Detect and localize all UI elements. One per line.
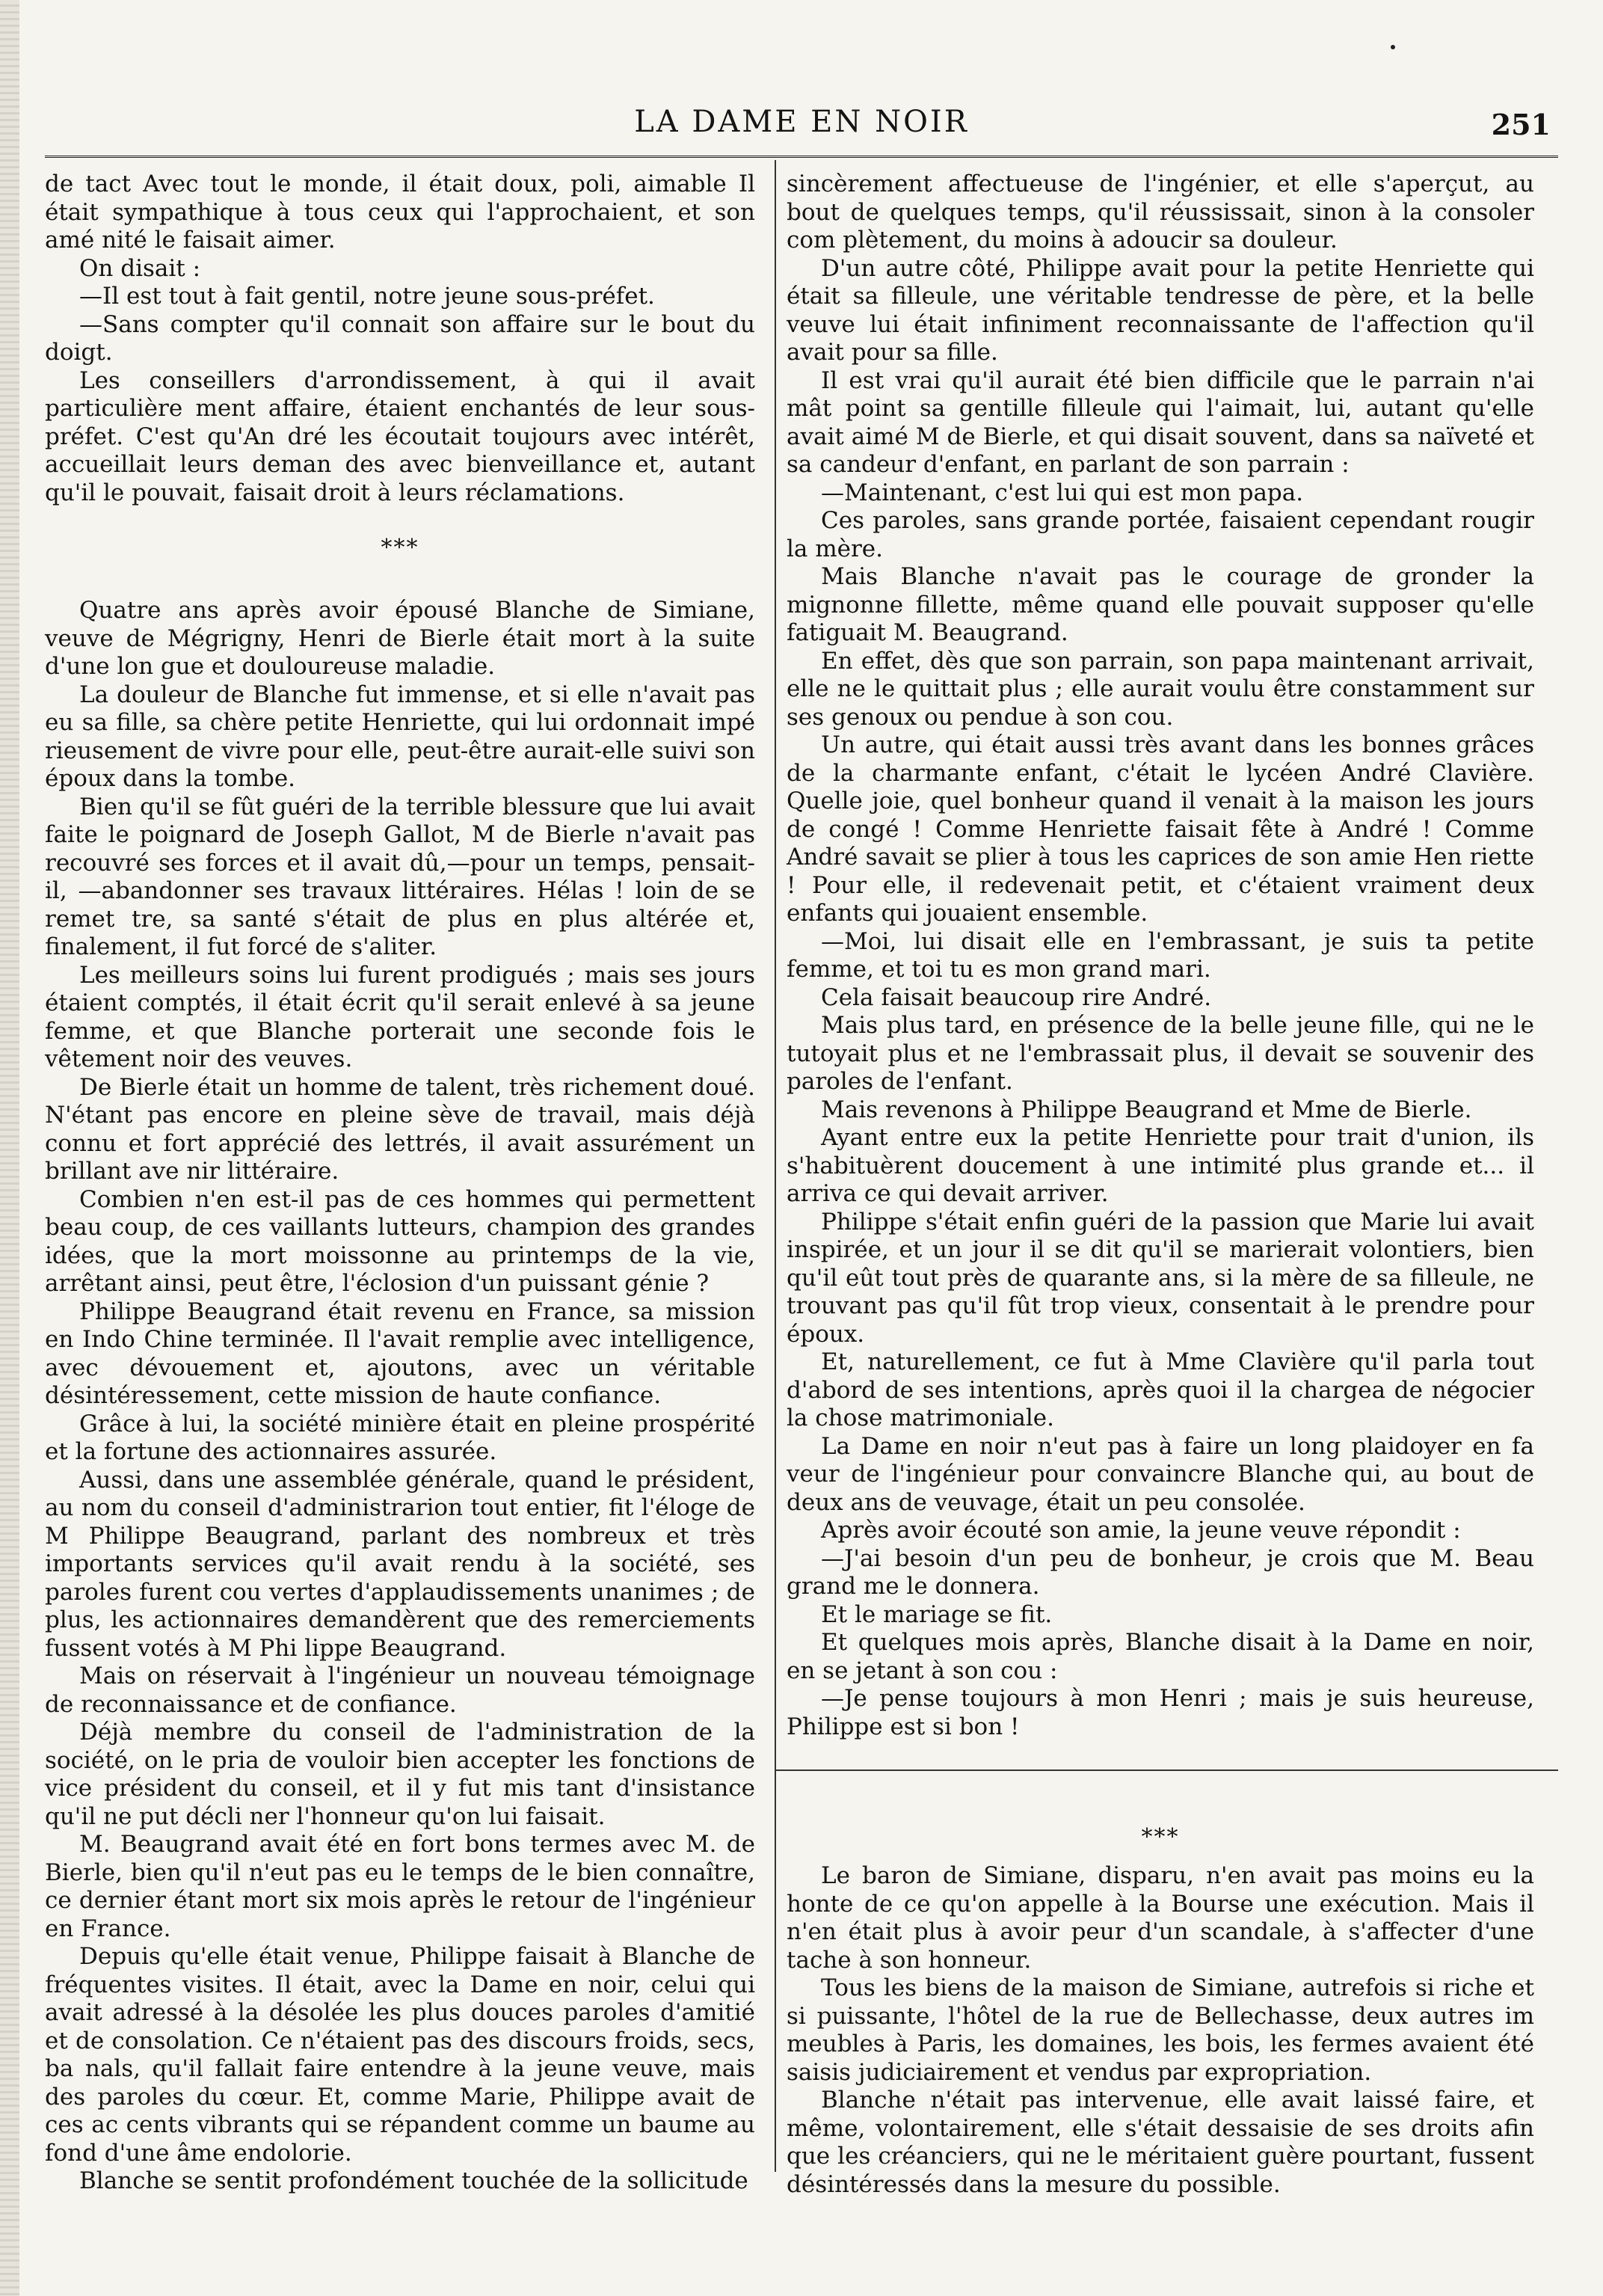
paragraph: Aussi, dans une assemblée générale, quand le président, au nom du conseil d'administrarion tout entier, fit l'éloge de M Philippe Beaugrand, parlant des nombreux et très importants services qu'il avait rendu à la société, ses paroles furent cou vertes d'applaudissements unanimes ; de plus, les actionnaires demandèrent que des remerciements fussent votés à M Phi lippe Beaugrand. (45, 1466, 755, 1662)
paragraph: Mais on réservait à l'ingénieur un nouveau témoignage de reconnaissance et de confiance. (45, 1663, 755, 1718)
paragraph: Combien n'en est-il pas de ces hommes qui permettent beau coup, de ces vaillants lutteurs, champion des grandes idées, que la mort moissonne au printemps de la vie, arrêtant ainsi, peut être, l'éclosion d'un puissant génie ? (45, 1185, 755, 1297)
paragraph: Mais revenons à Philippe Beaugrand et Mme de Bierle. (821, 1096, 1472, 1123)
paragraph: Depuis qu'elle était venue, Philippe faisait à Blanche de fréquentes visites. Il était, avec la Dame en noir, celui qui avait adressé à la désolée les plus douces paroles d'amitié et de consolation. Ce n'étaient pas des discours froids, secs, ba nals, qu'il fallait faire entendre à la jeune veuve, mais des paroles du cœur. Et, comme Marie, Philippe avait de ces ac cents vibrants qui se répandent comme un baume au fond d'une âme endolorie. (45, 1943, 755, 2167)
paragraph: Ces paroles, sans grande portée, faisaient cependant rougir la mère. (787, 507, 1534, 562)
running-title: LA DAME EN NOIR (634, 105, 969, 139)
ink-speck (1391, 45, 1395, 49)
paragraph: Les conseillers d'arrondissement, à qui il avait particulière ment affaire, étaient enchantés de leur sous-préfet. C'est qu'An dré les écoutait toujours avec intérêt, accueillait leurs deman des avec bienveillance et, autant qu'il le pouvait, faisait droit à leurs réclamations. (45, 366, 755, 506)
paragraph: Et, naturellement, ce fut à Mme Clavière qu'il parla tout d'abord de ses intentions, après quoi il la chargea de négocier la chose matrimoniale. (787, 1348, 1534, 1431)
paragraph: Tous les biens de la maison de Simiane, autrefois si riche et si puissante, l'hôtel de la rue de Bellechasse, deux autres im meubles à Paris, les domaines, les bois, les fermes avaient été saisis judiciairement et vendus par expropriation. (787, 1974, 1534, 2086)
paragraph: La Dame en noir n'eut pas à faire un long plaidoyer en fa veur de l'ingénieur pour convaincre Blanche qui, au bout de deux ans de veuvage, était un peu consolée. (787, 1432, 1534, 1516)
paragraph: Il est vrai qu'il aurait été bien difficile que le parrain n'ai mât point sa gentille filleule qui l'aimait, lui, autant qu'elle avait aimé M de Bierle, et qui disait souvent, dans sa naïveté et sa candeur d'enfant, en parlant de son parrain : (787, 366, 1534, 478)
paragraph: —Il est tout à fait gentil, notre jeune sous-préfet. (79, 283, 655, 310)
paragraph: Blanche se sentit profondément touchée de la sollicitude (79, 2167, 748, 2194)
paragraph: En effet, dès que son parrain, son papa maintenant arrivait, elle ne le quittait plus ; elle aurait voulu être constamment sur ses genoux ou pendue à son cou. (787, 647, 1534, 731)
paragraph: La douleur de Blanche fut immense, et si elle n'avait pas eu sa fille, sa chère petite Henriette, qui lui ordonnait impé rieusement de vivre pour elle, peut-être aurait-elle suivi son époux dans la tombe. (45, 681, 755, 792)
paragraph: Et quelques mois après, Blanche disait à la Dame en noir, en se jetant à son cou : (787, 1629, 1534, 1684)
asterism: *** (381, 535, 419, 561)
paragraph: de tact Avec tout le monde, il était doux, poli, aimable Il était sympathique à tous ceux qui l'approchaient, et son amé nité le faisait aimer. (45, 171, 755, 254)
section-rule (775, 1769, 1558, 1771)
paragraph: —Je pense toujours à mon Henri ; mais je suis heureuse, Philippe est si bon ! (787, 1685, 1534, 1740)
paragraph: Grâce à lui, la société minière était en pleine prospérité et la fortune des actionnaires assurée. (45, 1410, 755, 1465)
right-column-lower (787, 1862, 1534, 2199)
asterism: *** (1141, 1824, 1180, 1850)
paragraph: M. Beaugrand avait été en fort bons termes avec M. de Bierle, bien qu'il n'eut pas eu le temps de le bien connaître, ce dernier étant mort six mois après le retour de l'ingénieur en France. (45, 1831, 755, 1942)
page-number: 251 (1491, 108, 1551, 141)
paragraph: Les meilleurs soins lui furent prodigués ; mais ses jours étaient comptés, il était écrit qu'il serait enlevé à sa jeune femme, et que Blanche porterait une seconde fois le vêtement noir des veuves. (45, 961, 755, 1072)
right-column (787, 171, 1534, 1741)
header-rule (45, 156, 1558, 158)
paragraph: De Bierle était un homme de talent, très richement doué. N'étant pas encore en pleine sève de travail, mais déjà connu et fort apprécié des lettrés, il avait assurément un brillant ave nir littéraire. (45, 1073, 755, 1185)
binding-edge (0, 0, 19, 2296)
left-column (45, 171, 755, 2196)
paragraph: Et le mariage se fit. (821, 1600, 1053, 1628)
paragraph: Philippe s'était enfin guéri de la passion que Marie lui avait inspirée, et un jour il se dit qu'il se marierait volontiers, bien qu'il eût tout près de quarante ans, si la mère de sa filleule, ne trouvant pas qu'il fût trop vieux, consentait à le prendre pour époux. (787, 1208, 1534, 1348)
paragraph: Ayant entre eux la petite Henriette pour trait d'union, ils s'habituèrent doucement à une intimité plus grande et... il arriva ce qui devait arriver. (787, 1124, 1534, 1207)
paragraph: Quatre ans après avoir épousé Blanche de Simiane, veuve de Mégrigny, Henri de Bierle était mort à la suite d'une lon gue et douloureuse maladie. (45, 597, 755, 680)
paragraph: sincèrement affectueuse de l'ingénier, et elle s'aperçut, au bout de quelques temps, qu'il réussissait, sinon à la consoler com plètement, du moins à adoucir sa douleur. (787, 171, 1534, 254)
paragraph: Le baron de Simiane, disparu, n'en avait pas moins eu la honte de ce qu'on appelle à la Bourse une exécution. Mais il n'en était plus à avoir peur d'un scandale, à s'affecter d'une tache à son honneur. (787, 1862, 1534, 1974)
paragraph: Un autre, qui était aussi très avant dans les bonnes grâces de la charmante enfant, c'était le lycéen André Clavière. Quelle joie, quel bonheur quand il venait à la maison les jours de congé ! Comme Henriette faisait fête à André ! Comme André savait se plier à tous les caprices de son amie Hen riette ! Pour elle, il redevenait petit, et c'étaient vraiment deux enfants qui jouaient ensemble. (787, 731, 1534, 927)
paragraph: Blanche n'était pas intervenue, elle avait laissé faire, et même, volontairement, elle s'était dessaisie de ses droits afin que les créanciers, qui ne le méritaient guère pourtant, fussent désintéressés dans la mesure du possible. (787, 2087, 1534, 2198)
paragraph: Bien qu'il se fût guéri de la terrible blessure que lui avait faite le poignard de Joseph Gallot, M de Bierle n'avait pas recouvré ses forces et il avait dû,—pour un temps, pensait-il, —abandonner ses travaux littéraires. Hélas ! loin de se remet tre, sa santé s'était de plus en plus altérée et, finalement, il fut forcé de s'aliter. (45, 793, 755, 960)
paragraph: Cela faisait beaucoup rire André. (821, 983, 1212, 1011)
paragraph: Déjà membre du conseil de l'administration de la société, on le pria de vouloir bien accepter les fonctions de vice président du conseil, et il y fut mis tant d'insistance qu'il ne put décli ner l'honneur qu'on lui faisait. (45, 1719, 755, 1830)
paragraph: Mais plus tard, en présence de la belle jeune fille, qui ne le tutoyait plus et ne l'embrassait plus, il devait se souvenir des paroles de l'enfant. (787, 1012, 1534, 1095)
paragraph: Philippe Beaugrand était revenu en France, sa mission en Indo Chine terminée. Il l'avait remplie avec intelligence, avec dévouement et, ajoutons, avec un véritable désintéressement, cette mission de haute confiance. (45, 1298, 755, 1409)
paragraph: —Moi, lui disait elle en l'embrassant, je suis ta petite femme, et toi tu es mon grand mari. (787, 927, 1534, 983)
column-divider (775, 160, 776, 2172)
paragraph: Mais Blanche n'avait pas le courage de gronder la mignonne fillette, même quand elle pouvait supposer qu'elle fatiguait M. Beaugrand. (787, 563, 1534, 646)
paragraph: D'un autre côté, Philippe avait pour la petite Henriette qui était sa filleule, une véritable tendresse de père, et la belle veuve lui était infiniment reconnaissante de l'affection qu'il avait pour sa fille. (787, 254, 1534, 366)
paragraph: —J'ai besoin d'un peu de bonheur, je crois que M. Beau grand me le donnera. (787, 1544, 1534, 1600)
page-header (45, 105, 1558, 150)
paragraph: On disait : (79, 254, 201, 282)
paragraph: —Maintenant, c'est lui qui est mon papa. (821, 479, 1304, 506)
paragraph: Après avoir écouté son amie, la jeune veuve répondit : (821, 1517, 1461, 1544)
paragraph: —Sans compter qu'il connait son affaire sur le bout du doigt. (45, 310, 755, 366)
